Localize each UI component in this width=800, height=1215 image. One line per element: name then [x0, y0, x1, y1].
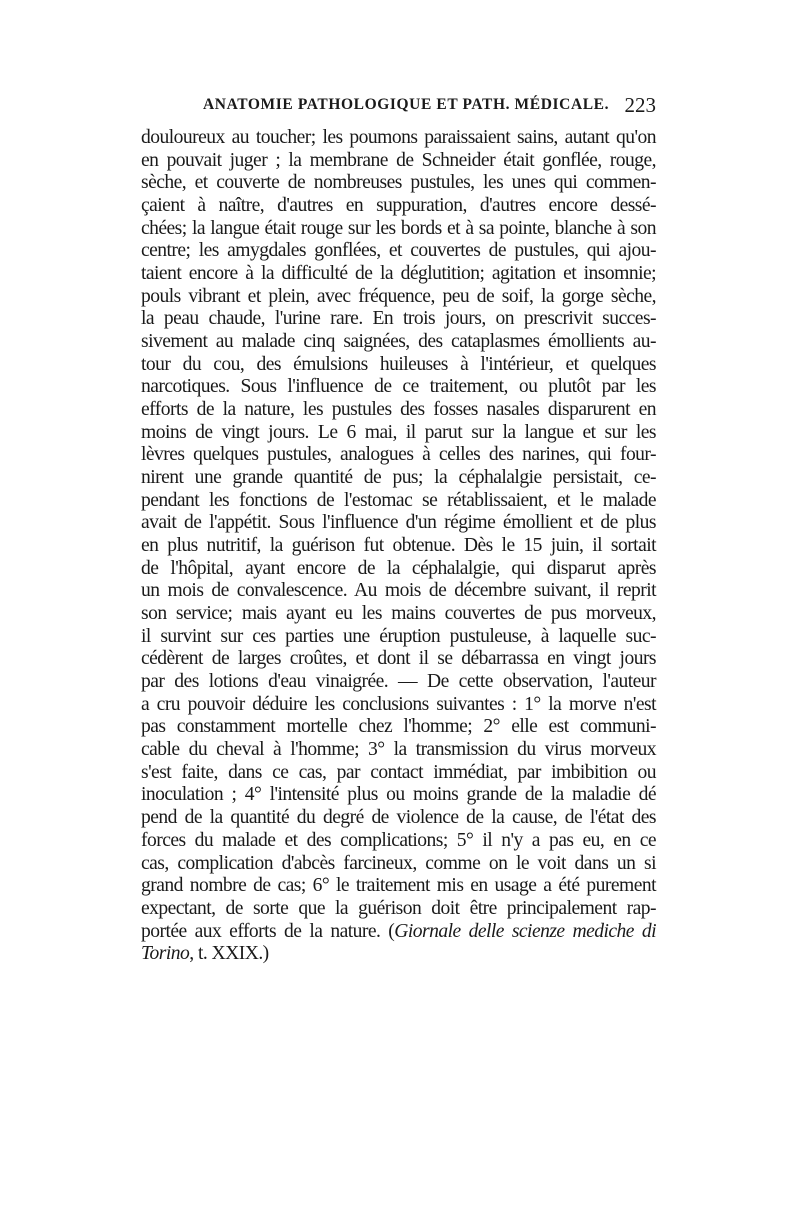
text-line: lèvres quelques pustules, analogues à celles des narines, qui four- [141, 444, 656, 466]
text-line: grand nombre de cas; 6° le traitement mis en usage a été purement [141, 875, 656, 897]
page-header [141, 93, 656, 122]
text-line: pouls vibrant et plein, avec fréquence, peu de soif, la gorge sèche, [141, 285, 656, 307]
text-line: moins de vingt jours. Le 6 mai, il parut sur la langue et sur les [141, 421, 656, 443]
body-text [141, 127, 656, 966]
text-line: la peau chaude, l'urine rare. En trois jours, on prescrivit succes- [141, 308, 656, 330]
citation-volume: , t. XXIX.) [189, 943, 269, 965]
text-line: chées; la langue était rouge sur les bords et à sa pointe, blanche à son [141, 217, 656, 239]
page-number: 223 [624, 93, 656, 117]
text-line: taient encore à la difficulté de la déglutition; agitation et insomnie; [141, 263, 656, 285]
text-line: portée aux efforts de la nature. (Giornale delle scienze mediche di [141, 920, 657, 942]
text-line: cas, complication d'abcès farcineux, comme on le voit dans un si [141, 852, 656, 874]
text-line: cable du cheval à l'homme; 3° la transmission du virus morveux [141, 739, 656, 761]
text-line: en pouvait juger ; la membrane de Schneider était gonflée, rouge, [141, 149, 656, 171]
text-line: a cru pouvoir déduire les conclusions suivantes : 1° la morve n'est [141, 693, 656, 715]
text-line: expectant, de sorte que la guérison doit être principalement rap- [141, 897, 656, 919]
running-title: ANATOMIE PATHOLOGIQUE ET PATH. MÉDICALE. [203, 96, 610, 113]
journal-citation-city: Torino [141, 943, 190, 965]
text-line: en plus nutritif, la guérison fut obtenue. Dès le 15 juin, il sortait [141, 535, 656, 557]
text-line: il survint sur ces parties une éruption pustuleuse, à laquelle suc- [141, 625, 656, 647]
text-line: son service; mais ayant eu les mains couvertes de pus morveux, [141, 603, 656, 625]
text-line: avait de l'appétit. Sous l'influence d'un régime émollient et de plus [141, 512, 656, 534]
text-line: s'est faite, dans ce cas, par contact immédiat, par imbibition ou [141, 761, 656, 783]
text-line: efforts de la nature, les pustules des fosses nasales disparurent en [141, 399, 656, 421]
text-line: sivement au malade cinq saignées, des cataplasmes émollients au- [141, 331, 656, 353]
text-line: de l'hôpital, ayant encore de la céphalalgie, qui disparut après [141, 557, 656, 579]
text-line: tour du cou, des émulsions huileuses à l'intérieur, et quelques [141, 353, 656, 375]
text-line: inoculation ; 4° l'intensité plus ou moins grande de la maladie dé [141, 784, 656, 806]
text-line: narcotiques. Sous l'influence de ce traitement, ou plutôt par les [141, 376, 656, 398]
text-line: forces du malade et des complications; 5° il n'y a pas eu, en ce [141, 829, 656, 851]
text-line: cédèrent de larges croûtes, et dont il se débarrassa en vingt jours [141, 648, 656, 670]
text-line: centre; les amygdales gonflées, et couvertes de pustules, qui ajou- [141, 240, 656, 262]
text-line: sèche, et couverte de nombreuses pustules, les unes qui commen- [141, 172, 656, 194]
text-line: pend de la quantité du degré de violence de la cause, de l'état des [141, 807, 656, 829]
text-line: un mois de convalescence. Au mois de décembre suivant, il reprit [141, 580, 656, 602]
text-line: pas constamment mortelle chez l'homme; 2° elle est communi- [141, 716, 656, 738]
text-line: douloureux au toucher; les poumons paraissaient sains, autant qu'on [141, 127, 656, 148]
text-line: nirent une grande quantité de pus; la céphalalgie persistait, ce- [141, 467, 656, 489]
text-line: çaient à naître, d'autres en suppuration, d'autres encore dessé- [141, 195, 656, 217]
bleed-through-text [255, 935, 675, 969]
journal-citation: Giornale delle scienze mediche di [394, 920, 657, 942]
text-line: par des lotions d'eau vinaigrée. — De cette observation, l'auteur [141, 671, 656, 693]
text-line: pendant les fonctions de l'estomac se rétablissaient, et le malade [141, 489, 656, 511]
